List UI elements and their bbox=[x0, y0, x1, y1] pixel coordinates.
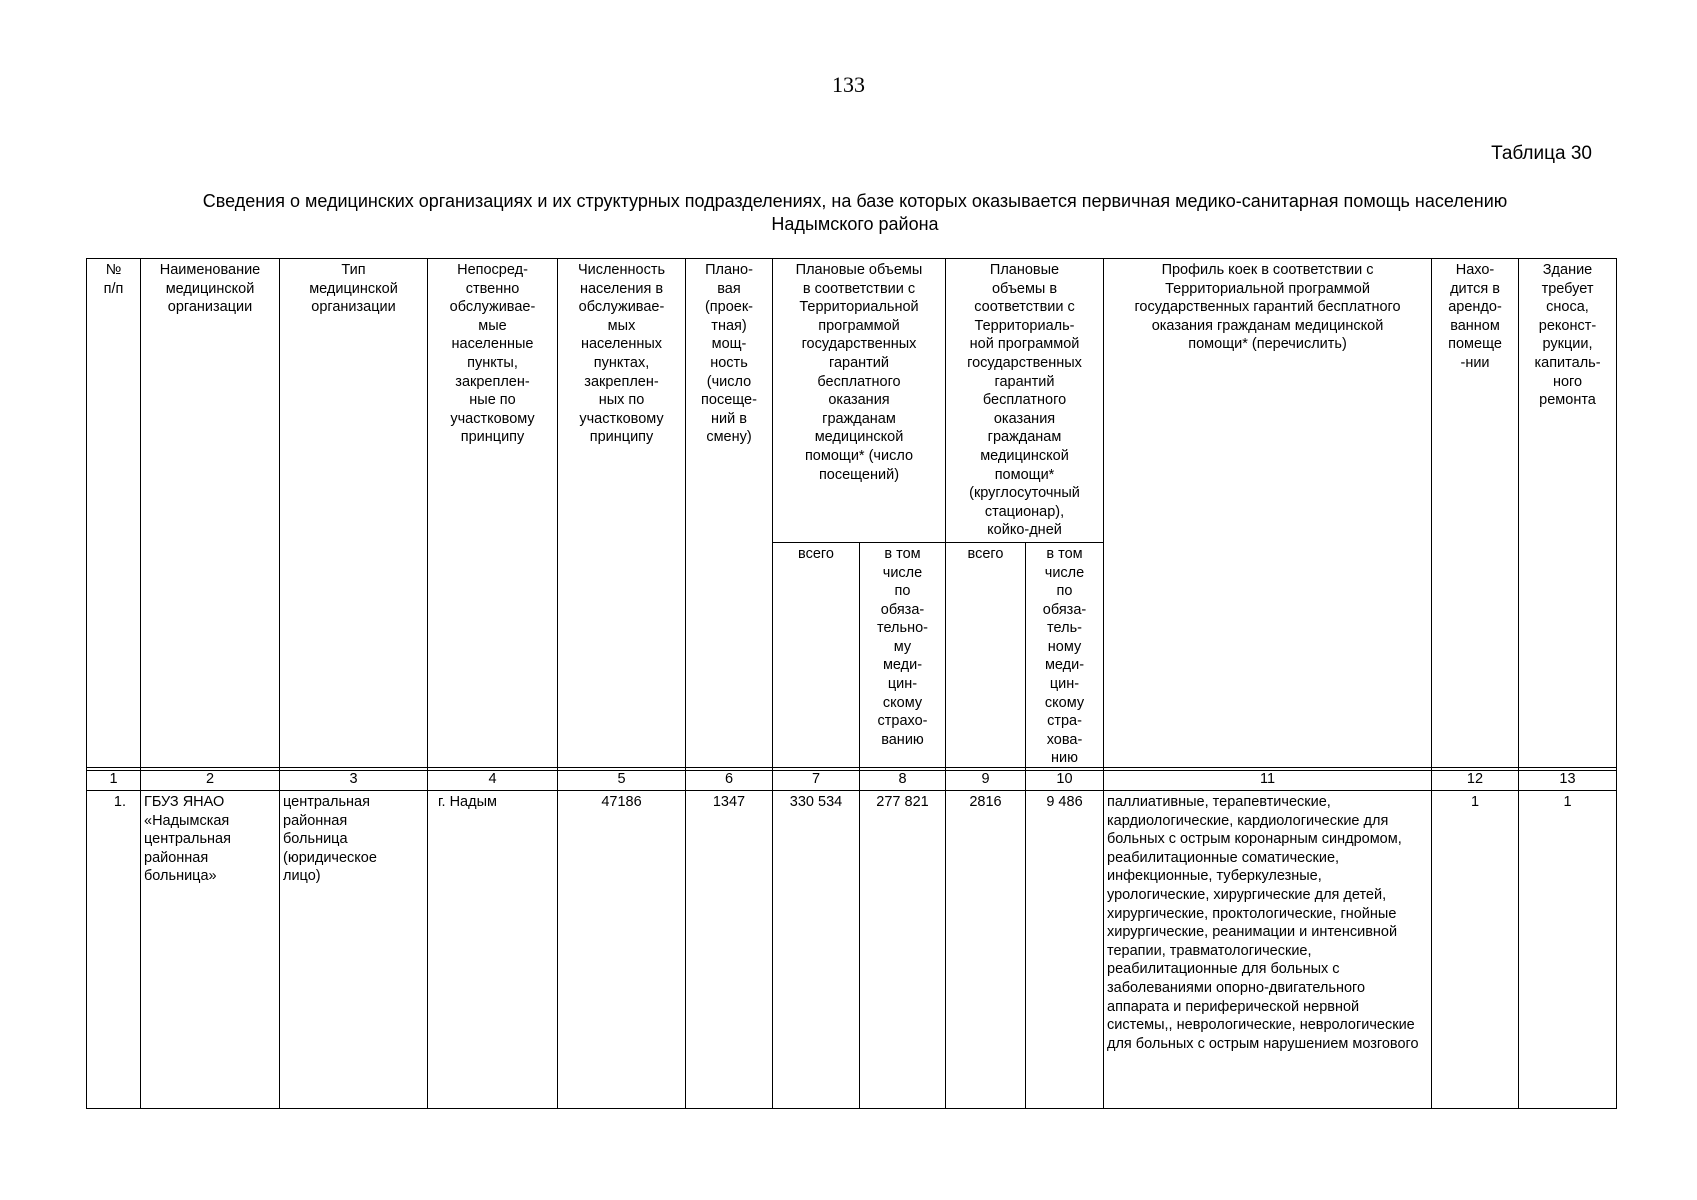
cell-leased-premises: 1 bbox=[1432, 791, 1519, 1109]
table-row bbox=[87, 791, 1617, 1109]
column-number: 5 bbox=[558, 768, 686, 791]
column-number: 9 bbox=[946, 768, 1026, 791]
page-number: 133 bbox=[832, 72, 865, 97]
header-num: № п/п bbox=[87, 259, 141, 771]
header-bed-days-oms: в том числе по обяза- тель- ному меди- цин- скому стра- хова- нию bbox=[1026, 542, 1104, 770]
header-organization-type: Тип медицинской организации bbox=[280, 259, 428, 771]
cell-visits-total: 330 534 bbox=[773, 791, 860, 1109]
column-number: 6 bbox=[686, 768, 773, 791]
cell-building-repair: 1 bbox=[1519, 791, 1617, 1109]
column-number: 8 bbox=[860, 768, 946, 791]
header-visits-oms: в том числе по обяза- тельно- му меди- цин- скому страхо- ванию bbox=[860, 542, 946, 770]
header-building-repair: Здание требует сноса, реконст- рукции, капиталь- ного ремонта bbox=[1519, 259, 1617, 771]
cell-visits-oms: 277 821 bbox=[860, 791, 946, 1109]
column-number: 12 bbox=[1432, 768, 1519, 791]
cell-bed-days-oms: 9 486 bbox=[1026, 791, 1104, 1109]
column-number: 7 bbox=[773, 768, 860, 791]
cell-capacity: 1347 bbox=[686, 791, 773, 1109]
table-body bbox=[86, 767, 1617, 1109]
column-number-row bbox=[87, 768, 1617, 791]
column-number: 1 bbox=[87, 768, 141, 791]
document-title-line-2: Надымского района bbox=[771, 214, 939, 234]
cell-organization-type: центральная районная больница (юридическое лицо) bbox=[280, 791, 428, 1109]
header-settlements: Непосред- ственно обслуживае- мые населенные пункты, закреплен- ные по участковому принципу bbox=[428, 259, 558, 771]
cell-population: 47186 bbox=[558, 791, 686, 1109]
table-header bbox=[86, 258, 1617, 771]
cell-num: 1. bbox=[87, 791, 141, 1109]
column-number: 2 bbox=[141, 768, 280, 791]
header-bed-profile: Профиль коек в соответствии с Территориальной программой государственных гарантий бесплатного оказания гражданам медицинской помощи* (перечислить) bbox=[1104, 259, 1432, 771]
header-visits-total: всего bbox=[773, 542, 860, 770]
column-number: 13 bbox=[1519, 768, 1617, 791]
header-planned-visits: Плановые объемы в соответствии с Территориальной программой государственных гарантий бесплатного оказания гражданам медицинской помощи* (число посещений) bbox=[773, 259, 946, 543]
header-capacity: Плано- вая (проек- тная) мощ- ность (число посеще- ний в смену) bbox=[686, 259, 773, 771]
cell-organization-name: ГБУЗ ЯНАО «Надымская центральная районная больница» bbox=[141, 791, 280, 1109]
column-number: 3 bbox=[280, 768, 428, 791]
header-organization-name: Наименование медицинской организации bbox=[141, 259, 280, 771]
header-planned-bed-days: Плановые объемы в соответствии с Территориаль- ной программой государственных гарантий бесплатного оказания гражданам медицинской помощи* (круглосуточный стационар), койко-дней bbox=[946, 259, 1104, 543]
cell-bed-profile: паллиативные, терапевтические, кардиологические, кардиологические для больных с острым коронарным синдромом, реабилитационные соматические, инфекционные, туберкулезные, урологические, хирургические для детей, хирургические, проктологические, гнойные хирургические, реанимации и интенсивной терапии, травматологические, реабилитационные для больных с заболеваниями опорно-двигательного аппарата и периферической нервной системы,, неврологические, неврологические для больных с острым нарушением мозгового bbox=[1104, 791, 1432, 1109]
header-population: Численность населения в обслуживае- мых населенных пунктах, закреплен- ных по участковому принципу bbox=[558, 259, 686, 771]
column-number: 4 bbox=[428, 768, 558, 791]
column-number: 10 bbox=[1026, 768, 1104, 791]
document-title bbox=[80, 190, 1630, 236]
cell-bed-days-total: 2816 bbox=[946, 791, 1026, 1109]
header-leased-premises: Нахо- дится в арендо- ванном помеще -нии bbox=[1432, 259, 1519, 771]
column-number: 11 bbox=[1104, 768, 1432, 791]
cell-settlements: г. Надым bbox=[428, 791, 558, 1109]
table-caption: Таблица 30 bbox=[1491, 143, 1592, 164]
document-title-line-1: Сведения о медицинских организациях и их структурных подразделениях, на базе которых оказывается первичная медико-санитарная помощь населению bbox=[202, 191, 1508, 211]
header-bed-days-total: всего bbox=[946, 542, 1026, 770]
